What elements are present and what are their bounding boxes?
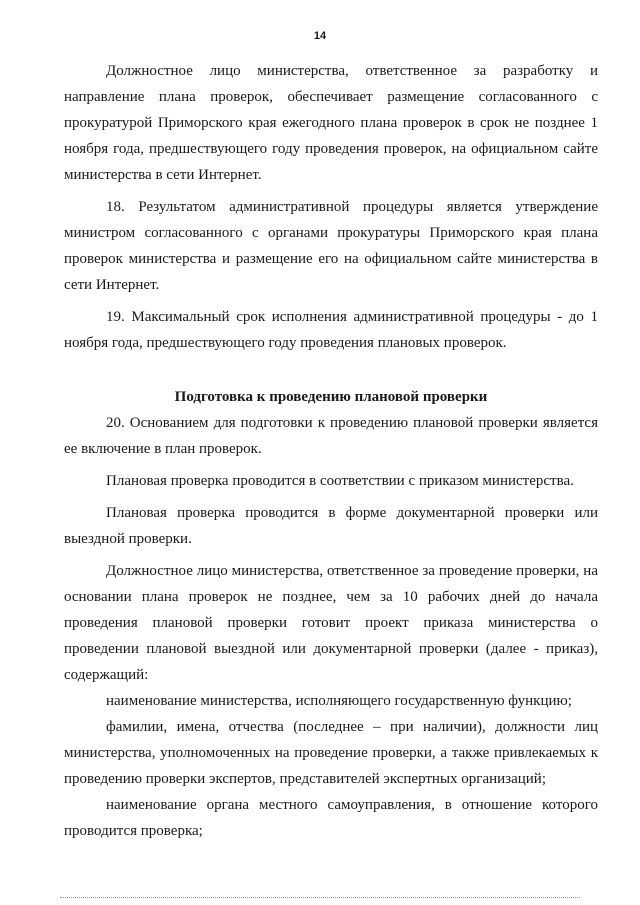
paragraph-item-20: 20. Основанием для подготовки к проведению плановой проверки является ее включение в план проверок. [64,415,598,457]
paragraph-plan-publication: Должностное лицо министерства, ответственное за разработку и направление плана проверок, обеспечивает размещение согласованного с прокуратурой Приморского края ежегодного плана проверок в срок не позднее 1 ноября года, предшествующего году проведения проверок, на официальном сайте министерства в сети Интернет. [64,63,598,183]
paragraph-inspection-form: Плановая проверка проводится в форме документарной проверки или выездной проверки. [64,505,598,547]
section-heading: Подготовка к проведению плановой проверки [174,389,488,405]
paragraph-order-basis: Плановая проверка проводится в соответствии с приказом министерства. [106,473,574,489]
paragraph-item-18: 18. Результатом административной процедуры является утверждение министром согласованного с органами прокуратуры Приморского края плана проверок министерства и размещение его на официальном сайте министерства в сети Интернет. [64,199,598,293]
paragraph-item-19: 19. Максимальный срок исполнения административной процедуры - до 1 ноября года, предшествующего году проведения плановых проверок. [64,309,598,351]
footer-divider [60,897,580,898]
list-item-officials: фамилии, имена, отчества (последнее – при наличии), должности лиц министерства, уполномоченных на проведение проверки, а также привлекаемых к проведению проверки экспертов, представителей экспертных организаций; [64,719,598,787]
document-body [64,58,598,844]
paragraph-order-draft: Должностное лицо министерства, ответственное за проведение проверки, на основании плана проверок не позднее, чем за 10 рабочих дней до начала проведения плановой проверки готовит проект приказа министерства о проведении плановой выездной или документарной проверки (далее - приказ), содержащий: [64,563,598,683]
list-item-ministry-name: наименование министерства, исполняющего государственную функцию; [106,693,572,709]
page-number: 14 [313,30,327,42]
list-item-local-authority: наименование органа местного самоуправления, в отношение которого проводится проверка; [64,797,598,839]
